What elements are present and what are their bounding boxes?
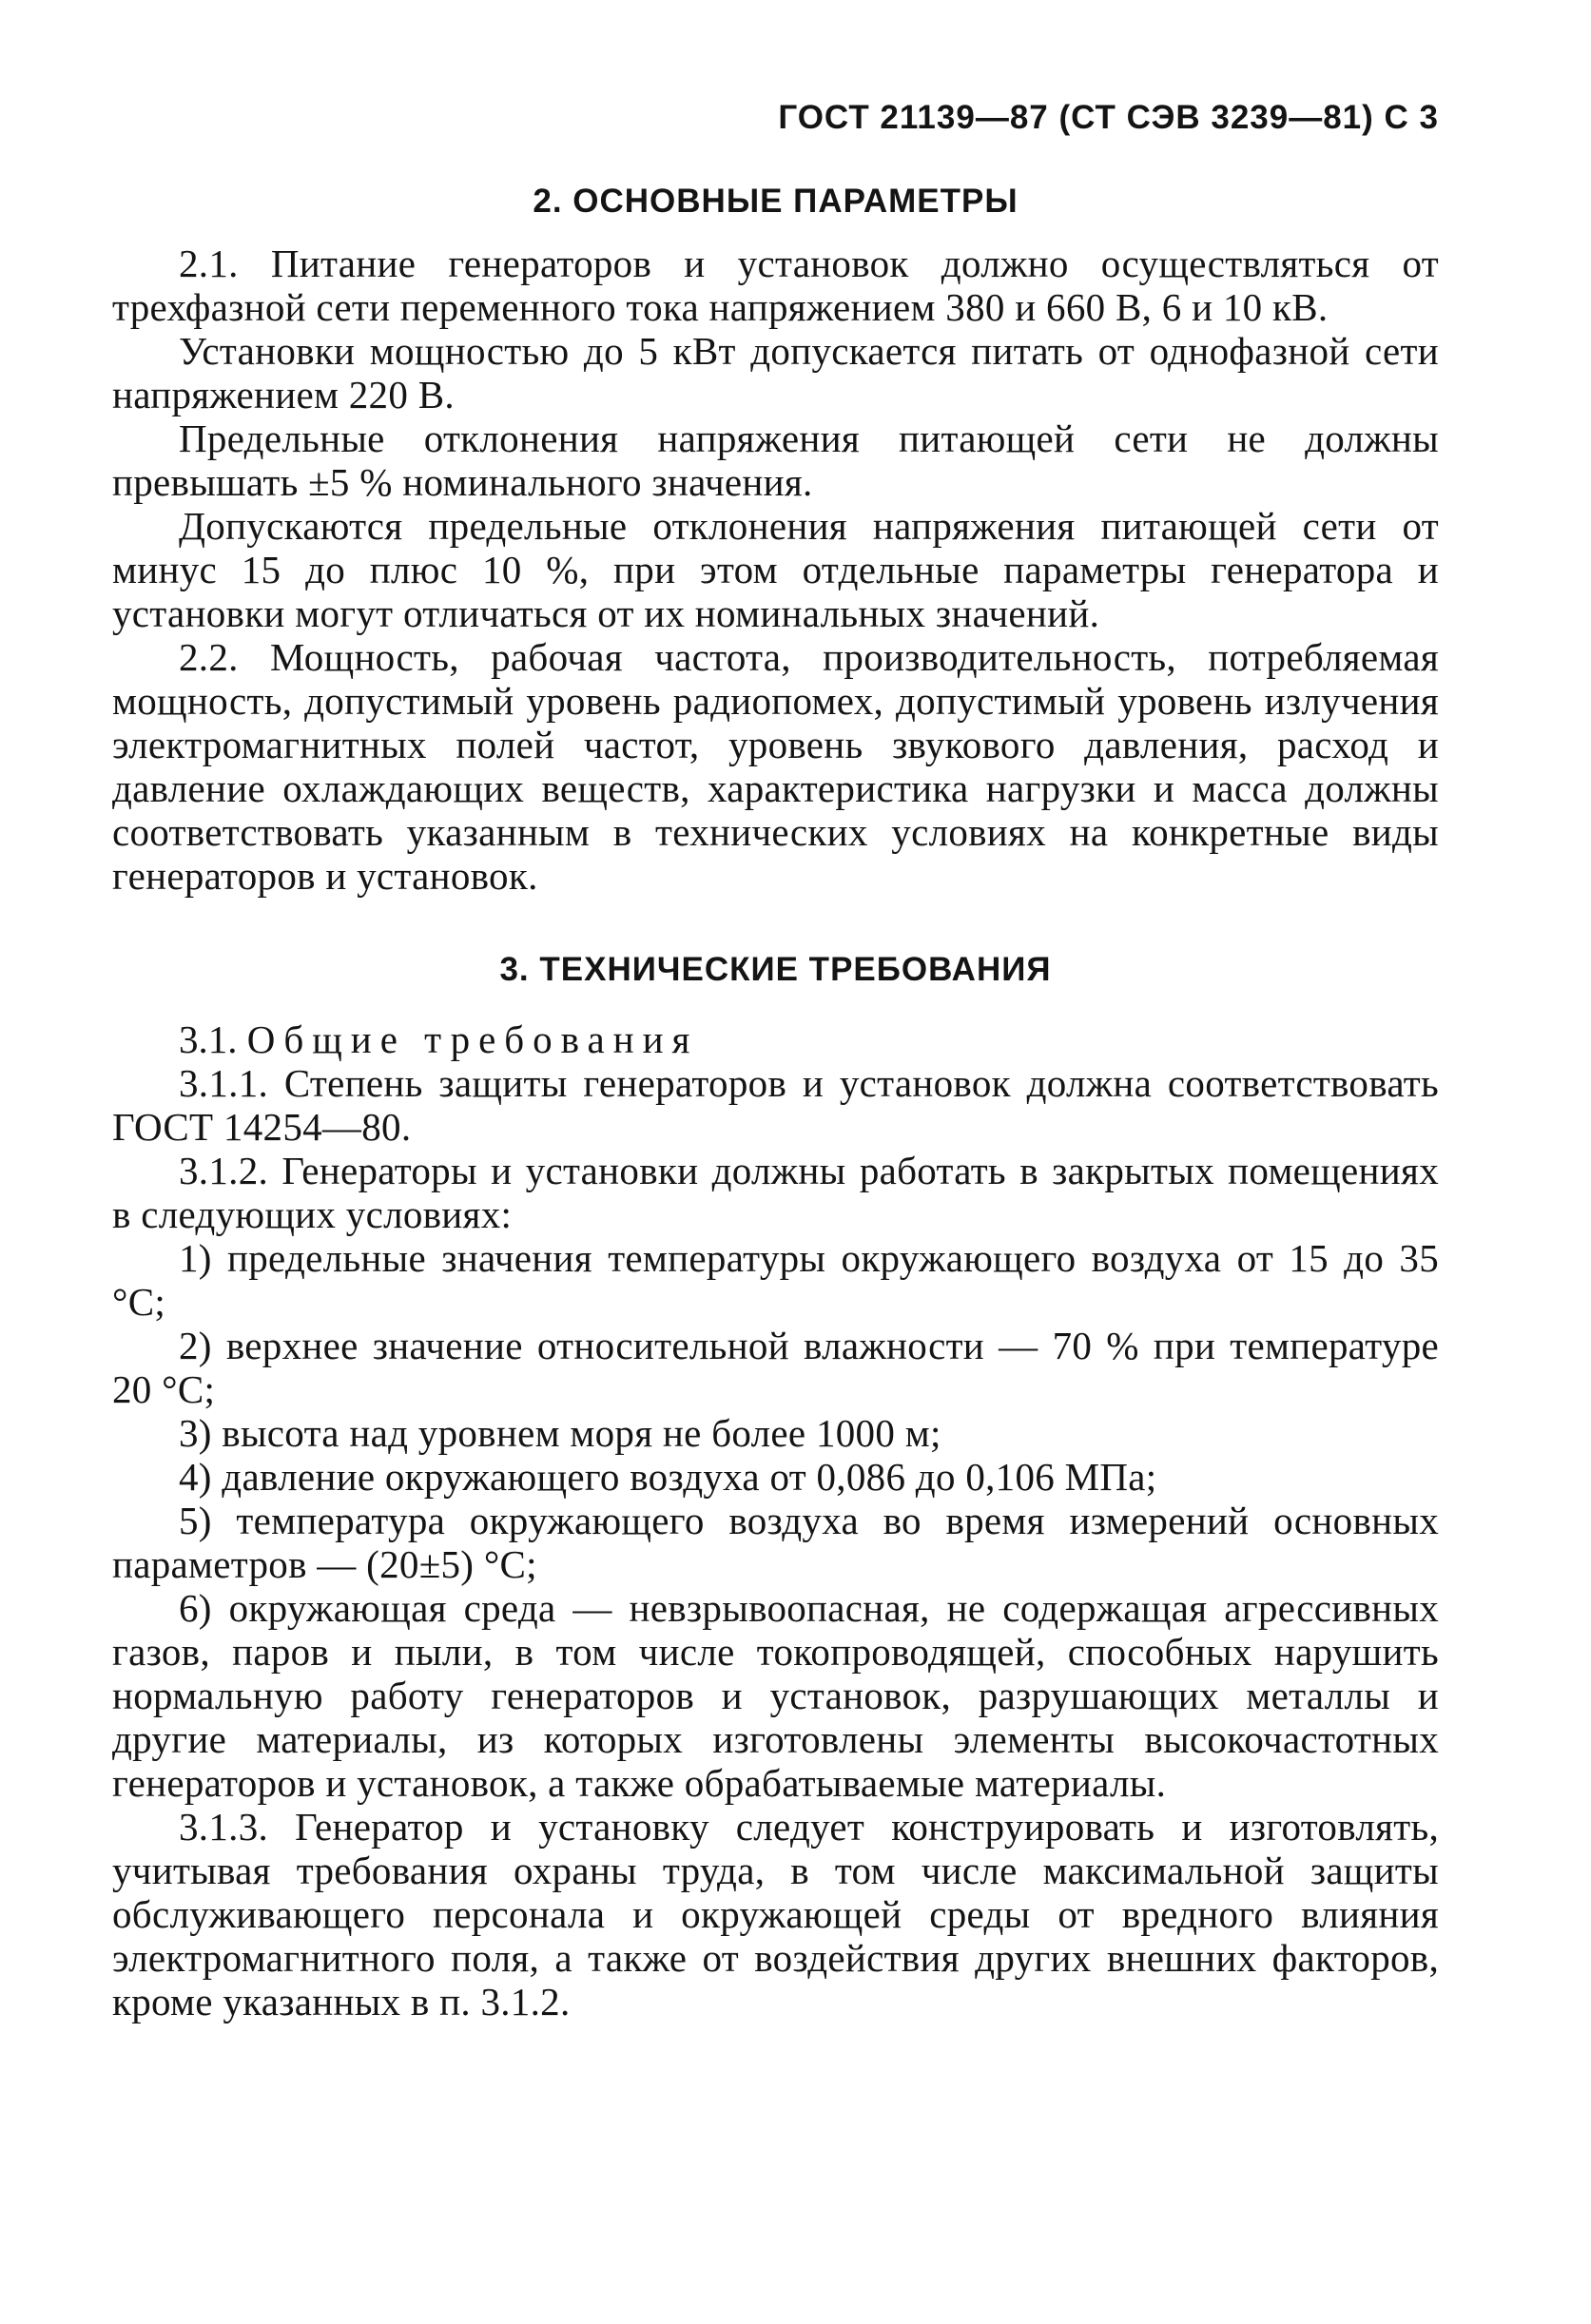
section-main-parameters: [112, 179, 1439, 898]
section-technical-requirements: [112, 947, 1439, 2024]
subheading-general-requirements: [112, 1017, 1439, 1061]
paragraph-2-2: 2.2. Мощность, рабочая частота, производительность, потребляемая мощность, допустимый уровень радиопомех, допустимый уровень излучения электромагнитных полей частот, уровень звукового давления, расход и давление охлаждающих веществ, характеристика нагрузки и масса должны соответствовать указанным в технических условиях на конкретные виды генераторов и установок.: [112, 635, 1439, 898]
paragraph-3-1-1: 3.1.1. Степень защиты генераторов и установок должна соответствовать ГОСТ 14254—80.: [112, 1061, 1439, 1149]
paragraph-3-1-2: 3.1.2. Генераторы и установки должны работать в закрытых помещениях в следующих условиях:: [112, 1149, 1439, 1236]
paragraph-allowed-deviation: Допускаются предельные отклонения напряжения питающей сети от минус 15 до плюс 10 %, при этом отдельные параметры генератора и установки могут отличаться от их номинальных значений.: [112, 504, 1439, 635]
list-item-temperature: 1) предельные значения температуры окружающего воздуха от 15 до 35 °С;: [112, 1236, 1439, 1324]
subheading-number: 3.1.: [179, 1017, 238, 1061]
paragraph-single-phase: Установки мощностью до 5 кВт допускается питать от однофазной сети напряжением 220 В.: [112, 329, 1439, 416]
list-item-pressure: 4) давление окружающего воздуха от 0,086 до 0,106 МПа;: [179, 1455, 1157, 1499]
section-title: 2. ОСНОВНЫЕ ПАРАМЕТРЫ: [533, 183, 1019, 220]
list-item-altitude: 3) высота над уровнем моря не более 1000 м;: [179, 1411, 941, 1455]
running-header: ГОСТ 21139—87 (СТ СЭВ 3239—81) С 3: [778, 99, 1439, 136]
paragraph-2-1: 2.1. Питание генераторов и установок должно осуществляться от трехфазной сети переменного тока напряжением 380 и 660 В, 6 и 10 кВ.: [112, 242, 1439, 329]
subheading-text: Общие требования: [246, 1017, 699, 1061]
list-item-environment: 6) окружающая среда — невзрывоопасная, не содержащая агрессивных газов, паров и пыли, в том числе токопроводящей, способных нарушить нормальную работу генераторов и установок, разрушающих металлы и другие материалы, из которых изготовлены элементы высокочастотных генераторов и установок, а также обрабатываемые материалы.: [112, 1586, 1439, 1805]
document-page: [112, 95, 1439, 2024]
paragraph-voltage-deviation: Предельные отклонения напряжения питающей сети не должны превышать ±5 % номинального значения.: [112, 416, 1439, 504]
paragraph-3-1-3: 3.1.3. Генератор и установку следует конструировать и изготовлять, учитывая требования охраны труда, в том числе максимальной защиты обслуживающего персонала и окружающей среды от вредного влияния электромагнитного поля, а также от воздействия других внешних факторов, кроме указанных в п. 3.1.2.: [112, 1805, 1439, 2024]
section-title: 3. ТЕХНИЧЕСКИЕ ТРЕБОВАНИЯ: [499, 951, 1052, 988]
list-item-measurement-temperature: 5) температура окружающего воздуха во время измерений основных параметров — (20±5) °С;: [112, 1499, 1439, 1586]
list-item-humidity: 2) верхнее значение относительной влажности — 70 % при температуре 20 °С;: [112, 1324, 1439, 1411]
